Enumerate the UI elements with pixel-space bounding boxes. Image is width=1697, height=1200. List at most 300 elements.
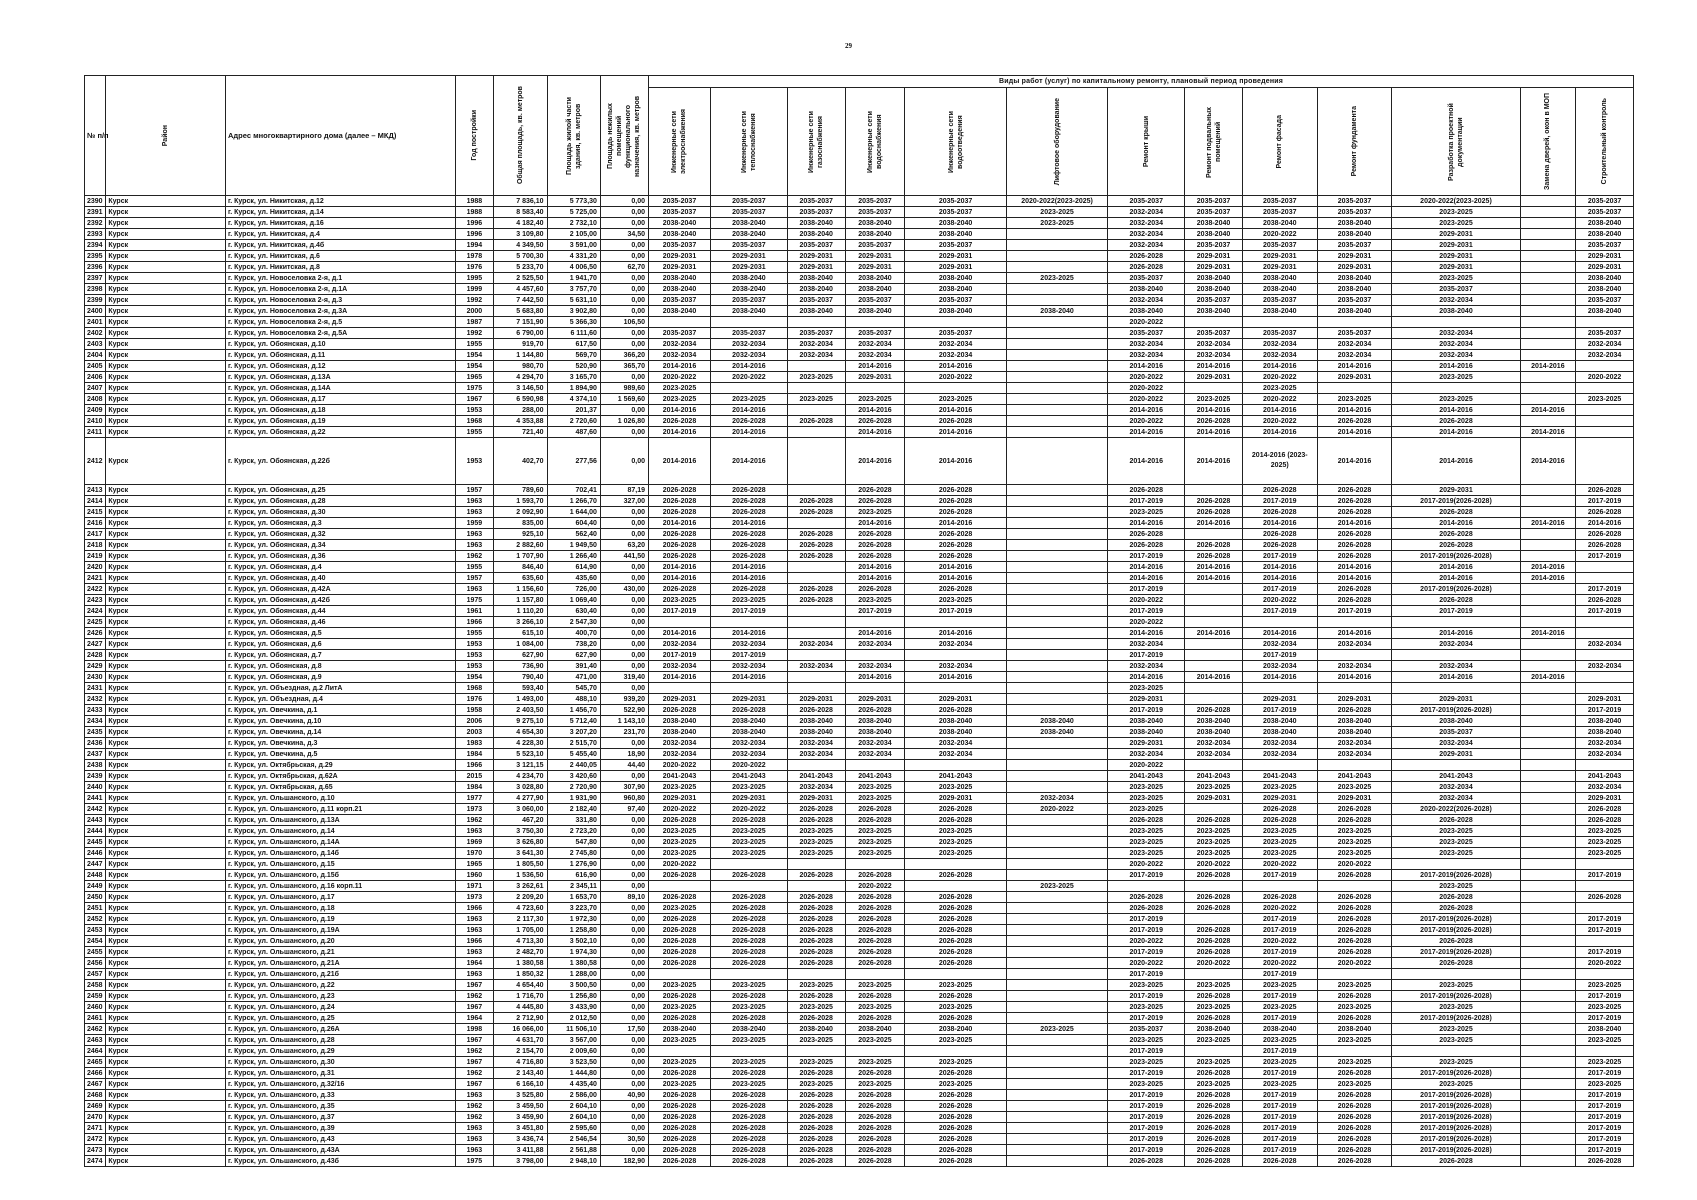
table-row bbox=[85, 1112, 1634, 1123]
district-cell: Курск bbox=[106, 881, 226, 892]
foundation-cell: 2029-2031 bbox=[1317, 793, 1392, 804]
table-row bbox=[85, 683, 1634, 694]
elevator-cell bbox=[1006, 947, 1107, 958]
district-cell: Курск bbox=[106, 485, 226, 496]
address-cell: г. Курск, ул. Ольшанского, д.33 bbox=[226, 1090, 456, 1101]
facade-cell: 2017-2019 bbox=[1242, 705, 1317, 716]
roof-cell: 2032-2034 bbox=[1108, 240, 1185, 251]
elevator-cell bbox=[1006, 540, 1107, 551]
doors-windows-cell bbox=[1520, 372, 1576, 383]
design-docs-cell: 2017-2019(2026-2028) bbox=[1392, 1101, 1520, 1112]
roof-cell: 2017-2019 bbox=[1108, 991, 1185, 1002]
address-cell: г. Курск, ул. Обоянская, д.5 bbox=[226, 628, 456, 639]
basement-cell: 2023-2025 bbox=[1185, 980, 1243, 991]
roof-cell: 2029-2031 bbox=[1108, 738, 1185, 749]
facade-cell: 2017-2019 bbox=[1242, 606, 1317, 617]
nonresidential-area-cell: 0,00 bbox=[600, 815, 648, 826]
nonresidential-area-cell: 939,20 bbox=[600, 694, 648, 705]
construction-control-cell: 2017-2019 bbox=[1576, 705, 1634, 716]
total-area-cell: 2 403,50 bbox=[494, 705, 547, 716]
roof-cell: 2029-2031 bbox=[1108, 694, 1185, 705]
basement-cell: 2038-2040 bbox=[1185, 218, 1243, 229]
basement-cell bbox=[1185, 914, 1243, 925]
facade-cell: 2035-2037 bbox=[1242, 196, 1317, 207]
gas-cell: 2023-2025 bbox=[787, 1002, 845, 1013]
doors-windows-cell bbox=[1520, 958, 1576, 969]
heat-cell: 2014-2016 bbox=[710, 361, 787, 372]
doors-windows-cell bbox=[1520, 727, 1576, 738]
year-cell: 1998 bbox=[455, 1024, 493, 1035]
doors-windows-cell bbox=[1520, 716, 1576, 727]
address-cell: г. Курск, ул. Ольшанского, д.35 bbox=[226, 1101, 456, 1112]
basement-cell bbox=[1185, 1046, 1243, 1057]
district-cell: Курск bbox=[106, 207, 226, 218]
total-area-cell: 2 482,70 bbox=[494, 947, 547, 958]
foundation-cell: 2038-2040 bbox=[1317, 306, 1392, 317]
total-area-cell: 4 445,80 bbox=[494, 1002, 547, 1013]
basement-cell: 2014-2016 bbox=[1185, 573, 1243, 584]
heat-cell: 2014-2016 bbox=[710, 628, 787, 639]
basement-cell: 2038-2040 bbox=[1185, 1024, 1243, 1035]
nonresidential-area-cell: 0,00 bbox=[600, 427, 648, 438]
total-area-cell: 1 593,70 bbox=[494, 496, 547, 507]
table-row bbox=[85, 969, 1634, 980]
water-cell: 2026-2028 bbox=[845, 1156, 905, 1167]
basement-cell: 2029-2031 bbox=[1185, 793, 1243, 804]
heat-cell: 2026-2028 bbox=[710, 496, 787, 507]
district-cell: Курск bbox=[106, 405, 226, 416]
total-area-cell: 5 523,10 bbox=[494, 749, 547, 760]
design-docs-cell: 2032-2034 bbox=[1392, 738, 1520, 749]
facade-cell: 2014-2016 bbox=[1242, 427, 1317, 438]
facade-cell: 2023-2025 bbox=[1242, 1035, 1317, 1046]
foundation-cell bbox=[1317, 650, 1392, 661]
facade-cell: 2014-2016 bbox=[1242, 518, 1317, 529]
elevator-cell bbox=[1006, 584, 1107, 595]
address-cell: г. Курск, ул. Обоянская, д.9 bbox=[226, 672, 456, 683]
page-number: 29 bbox=[845, 42, 852, 50]
address-cell: г. Курск, ул. Ольшанского, д.13А bbox=[226, 815, 456, 826]
header-heat-networks: Инженерные сети теплоснабжения bbox=[710, 88, 787, 196]
district-cell: Курск bbox=[106, 328, 226, 339]
address-cell: г. Курск, ул. Ольшанского, д.19А bbox=[226, 925, 456, 936]
design-docs-cell: 2026-2028 bbox=[1392, 1156, 1520, 1167]
sewerage-cell: 2023-2025 bbox=[905, 782, 1006, 793]
design-docs-cell: 2017-2019(2026-2028) bbox=[1392, 705, 1520, 716]
year-cell: 1963 bbox=[455, 1145, 493, 1156]
design-docs-cell bbox=[1392, 317, 1520, 328]
sewerage-cell: 2038-2040 bbox=[905, 306, 1006, 317]
water-cell bbox=[845, 617, 905, 628]
doors-windows-cell bbox=[1520, 273, 1576, 284]
nonresidential-area-cell: 0,00 bbox=[600, 507, 648, 518]
doors-windows-cell bbox=[1520, 793, 1576, 804]
elevator-cell bbox=[1006, 958, 1107, 969]
gas-cell: 2035-2037 bbox=[787, 240, 845, 251]
table-row bbox=[85, 848, 1634, 859]
facade-cell: 2020-2022 bbox=[1242, 394, 1317, 405]
nonresidential-area-cell: 430,00 bbox=[600, 584, 648, 595]
district-cell: Курск bbox=[106, 903, 226, 914]
doors-windows-cell bbox=[1520, 947, 1576, 958]
gas-cell: 2023-2025 bbox=[787, 848, 845, 859]
living-area-cell: 201,37 bbox=[547, 405, 600, 416]
heat-cell: 2026-2028 bbox=[710, 958, 787, 969]
row-number: 2469 bbox=[85, 1101, 106, 1112]
elevator-cell bbox=[1006, 892, 1107, 903]
row-number: 2405 bbox=[85, 361, 106, 372]
power-cell: 2023-2025 bbox=[649, 980, 711, 991]
water-cell: 2035-2037 bbox=[845, 328, 905, 339]
heat-cell: 2026-2028 bbox=[710, 1068, 787, 1079]
living-area-cell: 547,80 bbox=[547, 837, 600, 848]
year-cell: 1984 bbox=[455, 782, 493, 793]
doors-windows-cell bbox=[1520, 595, 1576, 606]
roof-cell: 2017-2019 bbox=[1108, 1090, 1185, 1101]
foundation-cell: 2026-2028 bbox=[1317, 947, 1392, 958]
table-row bbox=[85, 694, 1634, 705]
basement-cell: 2035-2037 bbox=[1185, 328, 1243, 339]
water-cell: 2026-2028 bbox=[845, 991, 905, 1002]
total-area-cell: 467,20 bbox=[494, 815, 547, 826]
row-number: 2403 bbox=[85, 339, 106, 350]
district-cell: Курск bbox=[106, 628, 226, 639]
roof-cell: 2020-2022 bbox=[1108, 394, 1185, 405]
heat-cell: 2026-2028 bbox=[710, 507, 787, 518]
living-area-cell: 2 345,11 bbox=[547, 881, 600, 892]
heat-cell: 2026-2028 bbox=[710, 870, 787, 881]
living-area-cell: 2 948,10 bbox=[547, 1156, 600, 1167]
construction-control-cell: 2017-2019 bbox=[1576, 947, 1634, 958]
living-area-cell: 3 207,20 bbox=[547, 727, 600, 738]
heat-cell: 2026-2028 bbox=[710, 416, 787, 427]
construction-control-cell: 2014-2016 bbox=[1576, 518, 1634, 529]
living-area-cell: 4 331,20 bbox=[547, 251, 600, 262]
foundation-cell: 2026-2028 bbox=[1317, 1123, 1392, 1134]
basement-cell: 2014-2016 bbox=[1185, 427, 1243, 438]
power-cell: 2032-2034 bbox=[649, 639, 711, 650]
nonresidential-area-cell: 34,50 bbox=[600, 229, 648, 240]
roof-cell: 2038-2040 bbox=[1108, 727, 1185, 738]
roof-cell: 2017-2019 bbox=[1108, 1101, 1185, 1112]
heat-cell: 2026-2028 bbox=[710, 485, 787, 496]
row-number: 2394 bbox=[85, 240, 106, 251]
nonresidential-area-cell: 0,00 bbox=[600, 251, 648, 262]
sewerage-cell: 2026-2028 bbox=[905, 870, 1006, 881]
year-cell: 1996 bbox=[455, 229, 493, 240]
row-number: 2390 bbox=[85, 196, 106, 207]
roof-cell: 2023-2025 bbox=[1108, 507, 1185, 518]
row-number: 2428 bbox=[85, 650, 106, 661]
doors-windows-cell bbox=[1520, 1112, 1576, 1123]
water-cell: 2029-2031 bbox=[845, 251, 905, 262]
construction-control-cell: 2023-2025 bbox=[1576, 394, 1634, 405]
nonresidential-area-cell: 0,00 bbox=[600, 1057, 648, 1068]
sewerage-cell: 2026-2028 bbox=[905, 1013, 1006, 1024]
year-cell: 1967 bbox=[455, 394, 493, 405]
elevator-cell bbox=[1006, 1101, 1107, 1112]
year-cell: 1966 bbox=[455, 936, 493, 947]
heat-cell bbox=[710, 683, 787, 694]
row-number: 2465 bbox=[85, 1057, 106, 1068]
district-cell: Курск bbox=[106, 1079, 226, 1090]
nonresidential-area-cell: 307,90 bbox=[600, 782, 648, 793]
heat-cell bbox=[710, 859, 787, 870]
elevator-cell bbox=[1006, 969, 1107, 980]
facade-cell: 2014-2016 bbox=[1242, 628, 1317, 639]
total-area-cell: 7 836,10 bbox=[494, 196, 547, 207]
table-row bbox=[85, 661, 1634, 672]
basement-cell: 2026-2028 bbox=[1185, 496, 1243, 507]
district-cell: Курск bbox=[106, 1013, 226, 1024]
elevator-cell bbox=[1006, 518, 1107, 529]
water-cell: 2038-2040 bbox=[845, 716, 905, 727]
gas-cell: 2026-2028 bbox=[787, 595, 845, 606]
construction-control-cell: 2032-2034 bbox=[1576, 738, 1634, 749]
doors-windows-cell bbox=[1520, 229, 1576, 240]
row-number: 2467 bbox=[85, 1079, 106, 1090]
construction-control-cell: 2038-2040 bbox=[1576, 1024, 1634, 1035]
sewerage-cell: 2023-2025 bbox=[905, 394, 1006, 405]
power-cell: 2041-2043 bbox=[649, 771, 711, 782]
heat-cell: 2014-2016 bbox=[710, 573, 787, 584]
facade-cell: 2017-2019 bbox=[1242, 1068, 1317, 1079]
sewerage-cell bbox=[905, 881, 1006, 892]
design-docs-cell: 2032-2034 bbox=[1392, 295, 1520, 306]
heat-cell: 2023-2025 bbox=[710, 837, 787, 848]
table-row bbox=[85, 1057, 1634, 1068]
row-number: 2457 bbox=[85, 969, 106, 980]
construction-control-cell bbox=[1576, 617, 1634, 628]
living-area-cell: 2 595,60 bbox=[547, 1123, 600, 1134]
table-row bbox=[85, 617, 1634, 628]
total-area-cell: 3 750,30 bbox=[494, 826, 547, 837]
facade-cell: 2017-2019 bbox=[1242, 925, 1317, 936]
foundation-cell: 2026-2028 bbox=[1317, 485, 1392, 496]
header-design-docs: Разработка проектной документации bbox=[1392, 88, 1520, 196]
total-area-cell: 3 060,00 bbox=[494, 804, 547, 815]
year-cell: 1975 bbox=[455, 383, 493, 394]
year-cell: 1963 bbox=[455, 529, 493, 540]
table-row bbox=[85, 980, 1634, 991]
gas-cell: 2026-2028 bbox=[787, 903, 845, 914]
foundation-cell: 2023-2025 bbox=[1317, 1035, 1392, 1046]
living-area-cell: 702,41 bbox=[547, 485, 600, 496]
row-number: 2420 bbox=[85, 562, 106, 573]
roof-cell: 2017-2019 bbox=[1108, 1013, 1185, 1024]
roof-cell: 2026-2028 bbox=[1108, 262, 1185, 273]
elevator-cell: 2038-2040 bbox=[1006, 716, 1107, 727]
table-row bbox=[85, 427, 1634, 438]
foundation-cell: 2038-2040 bbox=[1317, 229, 1392, 240]
design-docs-cell: 2017-2019(2026-2028) bbox=[1392, 947, 1520, 958]
heat-cell: 2032-2034 bbox=[710, 738, 787, 749]
design-docs-cell bbox=[1392, 383, 1520, 394]
elevator-cell bbox=[1006, 240, 1107, 251]
nonresidential-area-cell: 0,00 bbox=[600, 529, 648, 540]
district-cell: Курск bbox=[106, 196, 226, 207]
row-number: 2417 bbox=[85, 529, 106, 540]
row-number: 2463 bbox=[85, 1035, 106, 1046]
facade-cell: 2023-2025 bbox=[1242, 837, 1317, 848]
foundation-cell bbox=[1317, 317, 1392, 328]
row-number: 2458 bbox=[85, 980, 106, 991]
foundation-cell: 2026-2028 bbox=[1317, 1090, 1392, 1101]
facade-cell: 2032-2034 bbox=[1242, 738, 1317, 749]
living-area-cell: 2 012,50 bbox=[547, 1013, 600, 1024]
year-cell: 1963 bbox=[455, 914, 493, 925]
nonresidential-area-cell: 0,00 bbox=[600, 848, 648, 859]
foundation-cell: 2023-2025 bbox=[1317, 980, 1392, 991]
address-cell: г. Курск, ул. Ольшанского, д.11 корп.21 bbox=[226, 804, 456, 815]
year-cell: 1954 bbox=[455, 350, 493, 361]
living-area-cell: 3 433,90 bbox=[547, 1002, 600, 1013]
address-cell: г. Курск, ул. Ольшанского, д.29 bbox=[226, 1046, 456, 1057]
gas-cell: 2032-2034 bbox=[787, 339, 845, 350]
construction-control-cell bbox=[1576, 628, 1634, 639]
table-row bbox=[85, 705, 1634, 716]
elevator-cell bbox=[1006, 529, 1107, 540]
design-docs-cell: 2032-2034 bbox=[1392, 782, 1520, 793]
water-cell: 2026-2028 bbox=[845, 914, 905, 925]
living-area-cell: 726,00 bbox=[547, 584, 600, 595]
roof-cell: 2023-2025 bbox=[1108, 980, 1185, 991]
roof-cell: 2032-2034 bbox=[1108, 207, 1185, 218]
year-cell: 1962 bbox=[455, 1101, 493, 1112]
sewerage-cell: 2023-2025 bbox=[905, 1079, 1006, 1090]
year-cell: 1953 bbox=[455, 438, 493, 485]
water-cell: 2029-2031 bbox=[845, 372, 905, 383]
elevator-cell: 2032-2034 bbox=[1006, 793, 1107, 804]
water-cell: 2017-2019 bbox=[845, 606, 905, 617]
sewerage-cell: 2023-2025 bbox=[905, 595, 1006, 606]
design-docs-cell: 2017-2019(2026-2028) bbox=[1392, 551, 1520, 562]
nonresidential-area-cell: 62,70 bbox=[600, 262, 648, 273]
construction-control-cell bbox=[1576, 562, 1634, 573]
total-area-cell: 4 716,80 bbox=[494, 1057, 547, 1068]
total-area-cell: 4 182,40 bbox=[494, 218, 547, 229]
table-row bbox=[85, 782, 1634, 793]
power-cell: 2026-2028 bbox=[649, 914, 711, 925]
doors-windows-cell bbox=[1520, 980, 1576, 991]
foundation-cell: 2026-2028 bbox=[1317, 991, 1392, 1002]
elevator-cell bbox=[1006, 760, 1107, 771]
table-row bbox=[85, 529, 1634, 540]
nonresidential-area-cell: 0,00 bbox=[600, 339, 648, 350]
living-area-cell: 11 506,10 bbox=[547, 1024, 600, 1035]
gas-cell: 2038-2040 bbox=[787, 716, 845, 727]
doors-windows-cell bbox=[1520, 991, 1576, 1002]
gas-cell: 2032-2034 bbox=[787, 639, 845, 650]
basement-cell bbox=[1185, 881, 1243, 892]
nonresidential-area-cell: 0,00 bbox=[600, 661, 648, 672]
row-number: 2401 bbox=[85, 317, 106, 328]
construction-control-cell: 2017-2019 bbox=[1576, 1013, 1634, 1024]
foundation-cell: 2035-2037 bbox=[1317, 196, 1392, 207]
living-area-cell: 2 586,00 bbox=[547, 1090, 600, 1101]
power-cell bbox=[649, 317, 711, 328]
heat-cell: 2032-2034 bbox=[710, 350, 787, 361]
facade-cell: 2026-2028 bbox=[1242, 507, 1317, 518]
table-row bbox=[85, 1079, 1634, 1090]
construction-control-cell bbox=[1576, 573, 1634, 584]
water-cell: 2032-2034 bbox=[845, 749, 905, 760]
table-row bbox=[85, 947, 1634, 958]
heat-cell bbox=[710, 317, 787, 328]
heat-cell: 2020-2022 bbox=[710, 804, 787, 815]
basement-cell: 2026-2028 bbox=[1185, 870, 1243, 881]
facade-cell bbox=[1242, 881, 1317, 892]
doors-windows-cell bbox=[1520, 1035, 1576, 1046]
heat-cell: 2026-2028 bbox=[710, 1112, 787, 1123]
power-cell: 2038-2040 bbox=[649, 229, 711, 240]
roof-cell: 2020-2022 bbox=[1108, 760, 1185, 771]
elevator-cell bbox=[1006, 229, 1107, 240]
design-docs-cell: 2017-2019(2026-2028) bbox=[1392, 1134, 1520, 1145]
nonresidential-area-cell: 106,50 bbox=[600, 317, 648, 328]
district-cell: Курск bbox=[106, 1035, 226, 1046]
construction-control-cell: 2038-2040 bbox=[1576, 716, 1634, 727]
foundation-cell: 2023-2025 bbox=[1317, 848, 1392, 859]
total-area-cell: 4 654,30 bbox=[494, 727, 547, 738]
address-cell: г. Курск, ул. Обоянская, д.28 bbox=[226, 496, 456, 507]
year-cell: 2003 bbox=[455, 727, 493, 738]
heat-cell: 2038-2040 bbox=[710, 306, 787, 317]
table-row bbox=[85, 438, 1634, 485]
elevator-cell bbox=[1006, 859, 1107, 870]
foundation-cell: 2017-2019 bbox=[1317, 606, 1392, 617]
district-cell: Курск bbox=[106, 650, 226, 661]
address-cell: г. Курск, ул. Никитская, д.14 bbox=[226, 207, 456, 218]
year-cell: 1963 bbox=[455, 584, 493, 595]
table-row bbox=[85, 196, 1634, 207]
gas-cell bbox=[787, 672, 845, 683]
roof-cell: 2017-2019 bbox=[1108, 1134, 1185, 1145]
district-cell: Курск bbox=[106, 815, 226, 826]
elevator-cell: 2038-2040 bbox=[1006, 727, 1107, 738]
facade-cell: 2017-2019 bbox=[1242, 991, 1317, 1002]
nonresidential-area-cell: 0,00 bbox=[600, 617, 648, 628]
design-docs-cell bbox=[1392, 650, 1520, 661]
year-cell: 1953 bbox=[455, 650, 493, 661]
nonresidential-area-cell: 1 026,80 bbox=[600, 416, 648, 427]
total-area-cell: 9 275,10 bbox=[494, 716, 547, 727]
elevator-cell bbox=[1006, 1134, 1107, 1145]
facade-cell: 2038-2040 bbox=[1242, 218, 1317, 229]
construction-control-cell: 2035-2037 bbox=[1576, 240, 1634, 251]
construction-control-cell: 2023-2025 bbox=[1576, 837, 1634, 848]
year-cell: 1966 bbox=[455, 617, 493, 628]
power-cell: 2032-2034 bbox=[649, 661, 711, 672]
heat-cell: 2038-2040 bbox=[710, 229, 787, 240]
sewerage-cell bbox=[905, 969, 1006, 980]
gas-cell: 2038-2040 bbox=[787, 306, 845, 317]
gas-cell: 2026-2028 bbox=[787, 1145, 845, 1156]
living-area-cell: 1 644,00 bbox=[547, 507, 600, 518]
design-docs-cell: 2014-2016 bbox=[1392, 361, 1520, 372]
row-number: 2406 bbox=[85, 372, 106, 383]
power-cell: 2026-2028 bbox=[649, 584, 711, 595]
doors-windows-cell bbox=[1520, 416, 1576, 427]
doors-windows-cell bbox=[1520, 306, 1576, 317]
total-area-cell: 1 536,50 bbox=[494, 870, 547, 881]
table-row bbox=[85, 771, 1634, 782]
elevator-cell bbox=[1006, 705, 1107, 716]
district-cell: Курск bbox=[106, 339, 226, 350]
construction-control-cell: 2035-2037 bbox=[1576, 207, 1634, 218]
water-cell: 2038-2040 bbox=[845, 229, 905, 240]
doors-windows-cell bbox=[1520, 859, 1576, 870]
